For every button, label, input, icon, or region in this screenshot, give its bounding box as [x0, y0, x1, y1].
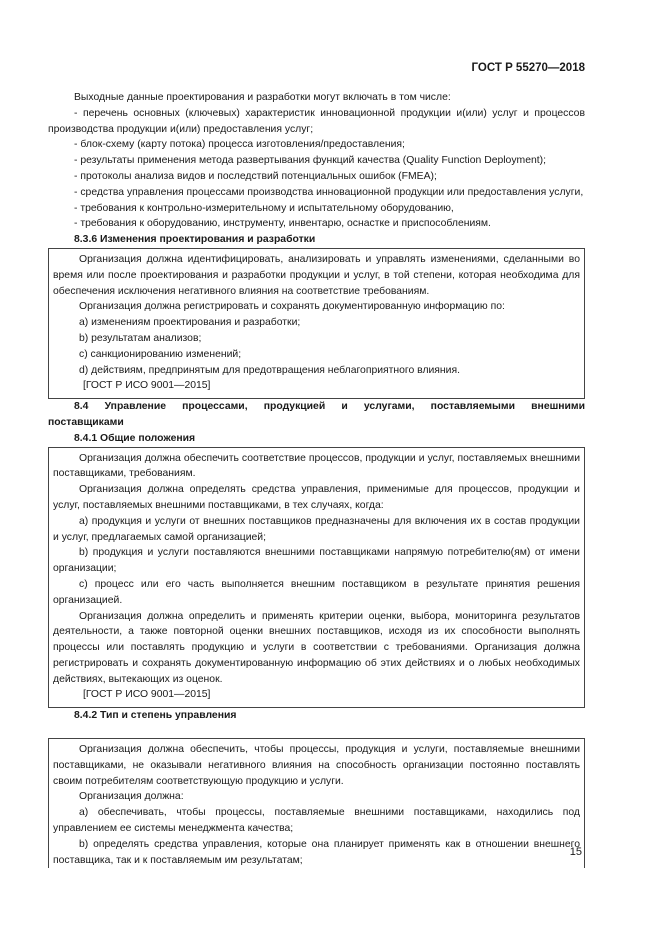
quote-list-item: d) действиям, предпринятым для предотвращения неблагоприятного влияния. — [79, 364, 460, 376]
quote-list-item: b) определять средства управления, которые она планирует применять как в отношении внешнего поставщика, так и к поставляемым им результатам; — [53, 838, 580, 866]
intro-item: - средства управления процессами производства инновационной продукции или предоставления услуги, — [74, 186, 584, 198]
intro-item: - результаты применения метода развертывания функций качества (Quality Function Deployment); — [74, 155, 546, 167]
quote-paragraph: Организация должна идентифицировать, анализировать и управлять изменениями, сделанными во время или после проектирования и разработки продукции и услуг, в той степени, которая необходима для обеспечения исключения негативного влияния на соответствие требованиям. — [53, 253, 580, 297]
quote-list-item: а) обеспечивать, чтобы процессы, поставляемые внешними поставщиками, находились под управлением ее системы менеджмента качества; — [53, 807, 580, 835]
quote-list-item: с) процесс или его часть выполняется внешним поставщиком в результате принятия решения организацией. — [53, 578, 580, 606]
quote-reference: [ГОСТ Р ИСО 9001—2015] — [83, 380, 211, 392]
quote-paragraph: Организация должна обеспечить, чтобы процессы, продукция и услуги, поставляемые внешними поставщиками, не оказывали негативного влияния на способность организации постоянно поставлять своим потребителям соответствующую продукцию и услуги. — [53, 744, 580, 787]
quote-list-item: b) результатам анализов; — [79, 332, 202, 344]
page-content — [48, 90, 585, 868]
intro-item: - протоколы анализа видов и последствий потенциальных ошибок (FMEA); — [74, 170, 437, 182]
intro-item: - перечень основных (ключевых) характеристик инновационной продукции и(или) услуг и процессов производства продукции и(или) предоставления услуг; — [48, 107, 585, 135]
section-heading-8-3-6: 8.3.6 Изменения проектирования и разработки — [74, 234, 316, 246]
quote-list-item: b) продукция и услуги поставляются внешними поставщиками напрямую потребителю(ям) от имени организации; — [53, 547, 580, 575]
quote-reference: [ГОСТ Р ИСО 9001—2015] — [83, 689, 211, 701]
quote-paragraph: Организация должна: — [79, 791, 184, 803]
quote-box-8-3-6 — [48, 248, 585, 399]
document-code: ГОСТ Р 55270—2018 — [471, 62, 585, 74]
quote-list-item: а) продукция и услуги от внешних поставщиков предназначены для включения их в состав продукции и услуг, предлагаемых самой организацией; — [53, 515, 580, 543]
section-heading-8-4: 8.4 Управление процессами, продукцией и услугами, поставляемыми внешними поставщиками — [48, 401, 585, 428]
quote-list-item: с) санкционированию изменений; — [79, 348, 242, 360]
quote-paragraph: Организация должна определить и применять критерии оценки, выбора, мониторинга результатов деятельности, а также повторной оценки внешних поставщиков, исходя из их способности выполнять процессы или поставлять продукцию и услуги в соответствии с требованиями. Организация должна регистрировать и сохранять документированную информацию об этих действиях и о любых необходимых действиях, вытекающих из оценок. — [53, 610, 580, 685]
section-heading-8-4-2: 8.4.2 Тип и степень управления — [74, 710, 237, 722]
intro-item: - требования к контрольно-измерительному и испытательному оборудованию, — [74, 202, 454, 214]
intro-lead: Выходные данные проектирования и разработки могут включать в том числе: — [74, 92, 451, 103]
quote-paragraph: Организация должна регистрировать и сохранять документированную информацию по: — [79, 301, 505, 313]
quote-box-8-4-1 — [48, 447, 585, 709]
intro-item: - требования к оборудованию, инструменту, инвентарю, оснастке и приспособлениям. — [74, 218, 491, 230]
quote-list-item: а) изменениям проектирования и разработки; — [79, 317, 301, 329]
quote-paragraph: Организация должна обеспечить соответствие процессов, продукции и услуг, поставляемых внешними поставщиками, требованиям. — [53, 452, 580, 480]
section-heading-8-4-1: 8.4.1 Общие положения — [74, 432, 196, 444]
page-number: 15 — [569, 846, 582, 858]
quote-box-8-4-2 — [48, 738, 585, 868]
intro-item: - блок-схему (карту потока) процесса изготовления/предоставления; — [74, 139, 405, 151]
quote-paragraph: Организация должна определять средства управления, применимые для процессов, продукции и услуг, поставляемых внешними поставщиками, в тех случаях, когда: — [53, 484, 580, 511]
